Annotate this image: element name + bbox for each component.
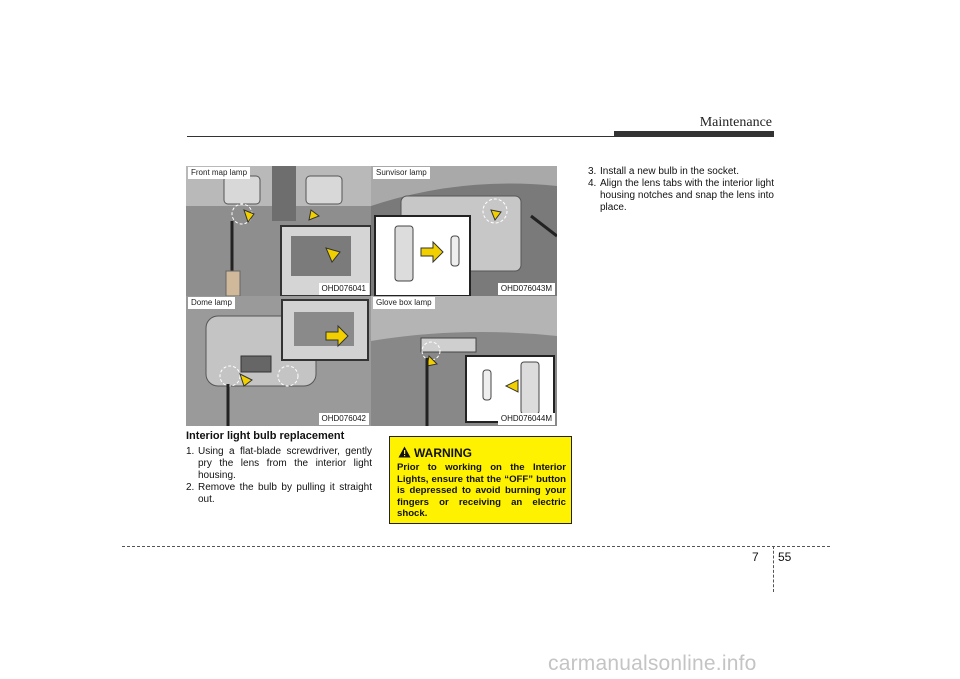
step-text: Using a flat-blade screwdriver, gently pry the lens from the interior light housing. — [198, 446, 372, 481]
figure-label: Glove box lamp — [373, 297, 435, 309]
step-item — [588, 166, 774, 178]
figure-front-map-lamp — [186, 166, 371, 296]
figure-dome-lamp — [186, 296, 371, 426]
figure-code: OHD076042 — [319, 413, 369, 425]
figure-code: OHD076043M — [498, 283, 555, 295]
step-item — [588, 178, 774, 214]
step-number: 2. — [186, 482, 195, 493]
left-steps — [186, 446, 372, 506]
warning-box — [389, 436, 572, 524]
figure-code: OHD076041 — [319, 283, 369, 295]
sunvisor-lamp-illustration — [371, 166, 557, 296]
front-map-lamp-illustration — [186, 166, 371, 296]
figure-sunvisor-lamp — [371, 166, 557, 296]
section-title: Maintenance — [699, 115, 772, 130]
figure-label: Dome lamp — [188, 297, 235, 309]
warning-title: WARNING — [414, 446, 472, 460]
step-text: Remove the bulb by pulling it straight out. — [198, 482, 372, 505]
warning-text: Prior to working on the Interior Lights, ensure that the “OFF” button is depressed to avoid burning your fingers or receiving an electric shock. — [397, 462, 566, 519]
figure-glove-box-lamp — [371, 296, 557, 426]
page-number: 55 — [778, 550, 792, 564]
step-number: 1. — [186, 446, 195, 457]
section-heading: Interior light bulb replacement — [186, 430, 345, 442]
step-text: Install a new bulb in the socket. — [600, 166, 739, 177]
dome-lamp-illustration — [186, 296, 371, 426]
watermark: carmanualsonline.info — [548, 652, 757, 675]
right-steps — [588, 166, 774, 214]
header-rule-accent — [614, 131, 774, 137]
figure-code: OHD076044M — [498, 413, 555, 425]
figure-label: Sunvisor lamp — [373, 167, 430, 179]
step-number: 4. — [588, 178, 597, 189]
chapter-number: 7 — [752, 550, 759, 564]
glove-box-lamp-illustration — [371, 296, 557, 426]
warning-triangle-icon — [398, 446, 411, 458]
figure-label: Front map lamp — [188, 167, 250, 179]
footer-rule — [122, 546, 830, 547]
footer-divider — [773, 546, 774, 592]
step-number: 3. — [588, 166, 597, 177]
step-text: Align the lens tabs with the interior light housing notches and snap the lens into place. — [600, 178, 774, 213]
step-item — [186, 446, 372, 482]
step-item — [186, 482, 372, 506]
